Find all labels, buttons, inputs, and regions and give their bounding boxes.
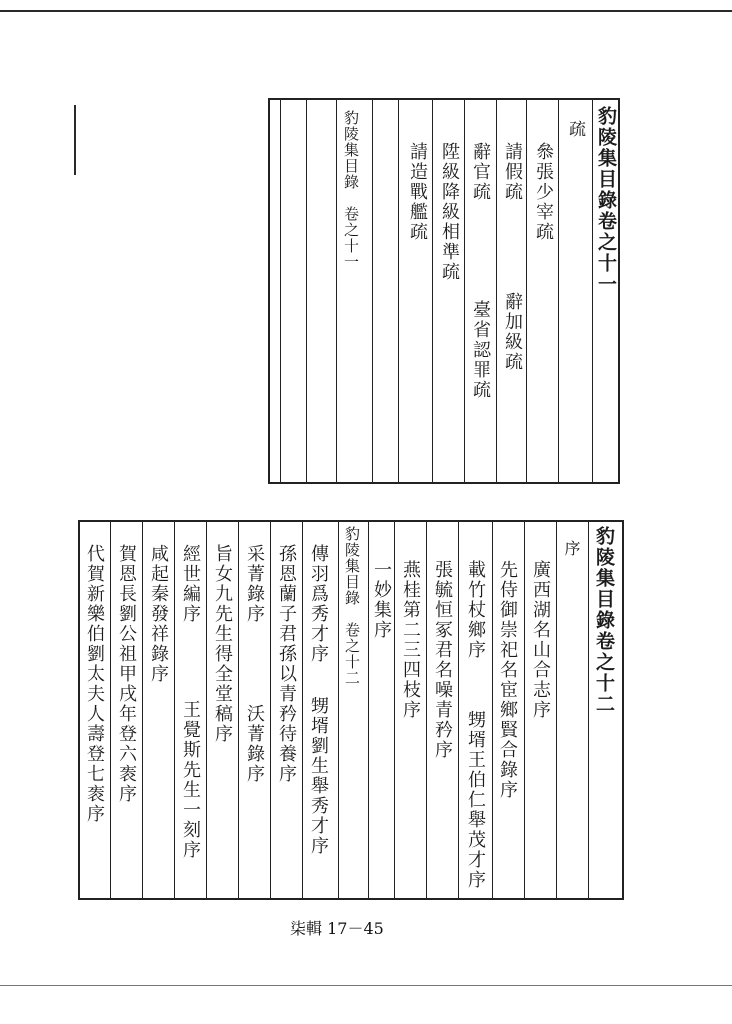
bottom-entry: 代賀新樂伯劉太夫人壽登七袠序 <box>84 544 105 824</box>
bottom-entry: 經世編序 <box>180 544 201 624</box>
bottom-entry: 王覺斯先生一刻序 <box>180 700 201 860</box>
top-entry: 叅張少宰疏 <box>533 142 554 242</box>
bottom-col-rule <box>524 522 525 898</box>
bottom-col-rule <box>394 522 395 898</box>
page-footer-number: 柒輯 17－45 <box>290 919 384 938</box>
bottom-entry: 先侍御崇祀名宦鄉賢合錄序 <box>497 560 518 800</box>
top-leaf-center-label: 豹陵集目錄 卷之十一 <box>342 110 360 270</box>
top-col-rule <box>558 100 559 482</box>
bottom-col-rule <box>174 522 175 898</box>
bottom-leaf-bottom-border <box>78 898 624 900</box>
bottom-entry: 甥壻王伯仁舉茂才序 <box>465 710 486 890</box>
bottom-entry: 旨女九先生得全堂稿序 <box>212 544 233 744</box>
bottom-col-rule <box>238 522 239 898</box>
bottom-leaf <box>0 500 732 920</box>
bottom-entry: 廣西湖名山合志序 <box>530 560 551 720</box>
bottom-entry: 一妙集序 <box>371 560 392 640</box>
top-leaf-left-border <box>268 98 270 484</box>
bottom-center-fold-left <box>338 522 339 898</box>
bottom-leaf-left-border <box>78 520 80 900</box>
bottom-leaf-section: 序 <box>562 540 581 558</box>
top-entry: 請造戰艦疏 <box>407 142 428 242</box>
bottom-col-rule <box>302 522 303 898</box>
top-leaf-title: 豹陵集目錄卷之十一 <box>595 106 617 295</box>
bottom-col-rule <box>426 522 427 898</box>
bottom-col-rule <box>588 522 589 898</box>
top-col-rule <box>496 100 497 482</box>
top-col-rule <box>592 100 593 482</box>
top-leaf-right-border <box>618 98 620 484</box>
top-leaf-bottom-border <box>268 482 620 484</box>
top-col-rule <box>306 100 307 482</box>
bottom-entry: 賀恩長劉公祖甲戌年登六袠序 <box>116 544 137 804</box>
bottom-col-rule <box>142 522 143 898</box>
scan-bottom-line <box>0 985 732 986</box>
top-col-rule <box>432 100 433 482</box>
bottom-entry: 甥壻劉生舉秀才序 <box>308 696 329 856</box>
bottom-col-rule <box>206 522 207 898</box>
bottom-entry: 采菁錄序 <box>244 544 265 624</box>
bottom-entry: 傳羽爲秀才序 <box>308 544 329 664</box>
bottom-col-rule <box>492 522 493 898</box>
bottom-entry: 沃菁錄序 <box>244 704 265 784</box>
top-col-rule <box>526 100 527 482</box>
top-entry: 陞級降級相準疏 <box>439 142 460 282</box>
top-center-fold-left <box>336 100 337 482</box>
top-entry: 辭官疏 <box>470 142 491 202</box>
bottom-col-rule <box>110 522 111 898</box>
bottom-entry: 孫恩蘭子君孫以青矜待養序 <box>276 544 297 784</box>
top-leaf-left-inner <box>280 98 281 484</box>
bottom-entry: 燕桂第二三四枝序 <box>400 560 421 720</box>
bottom-leaf-top-border <box>78 520 624 522</box>
top-entry: 臺省認罪疏 <box>470 300 491 400</box>
bottom-col-rule <box>556 522 557 898</box>
bottom-center-fold-right <box>368 522 369 898</box>
bottom-col-rule <box>458 522 459 898</box>
top-col-rule <box>398 100 399 482</box>
top-entry: 辭加級疏 <box>502 292 523 372</box>
top-leaf <box>0 0 732 500</box>
bottom-entry: 載竹杖鄉序 <box>465 560 486 660</box>
top-col-rule <box>464 100 465 482</box>
bottom-leaf-right-border <box>622 520 624 900</box>
top-center-fold-right <box>372 100 373 482</box>
bottom-col-rule <box>270 522 271 898</box>
top-leaf-section: 疏 <box>565 120 585 139</box>
bottom-leaf-title: 豹陵集目錄卷之十二 <box>593 526 615 715</box>
bottom-entry: 張毓恒冢君名噪青矜序 <box>432 560 453 760</box>
top-leaf-top-border <box>268 98 620 100</box>
bottom-entry: 咸起秦發祥錄序 <box>148 544 169 684</box>
top-entry: 請假疏 <box>502 142 523 202</box>
bottom-leaf-center-label: 豹陵集目錄 卷之十二 <box>343 526 361 686</box>
